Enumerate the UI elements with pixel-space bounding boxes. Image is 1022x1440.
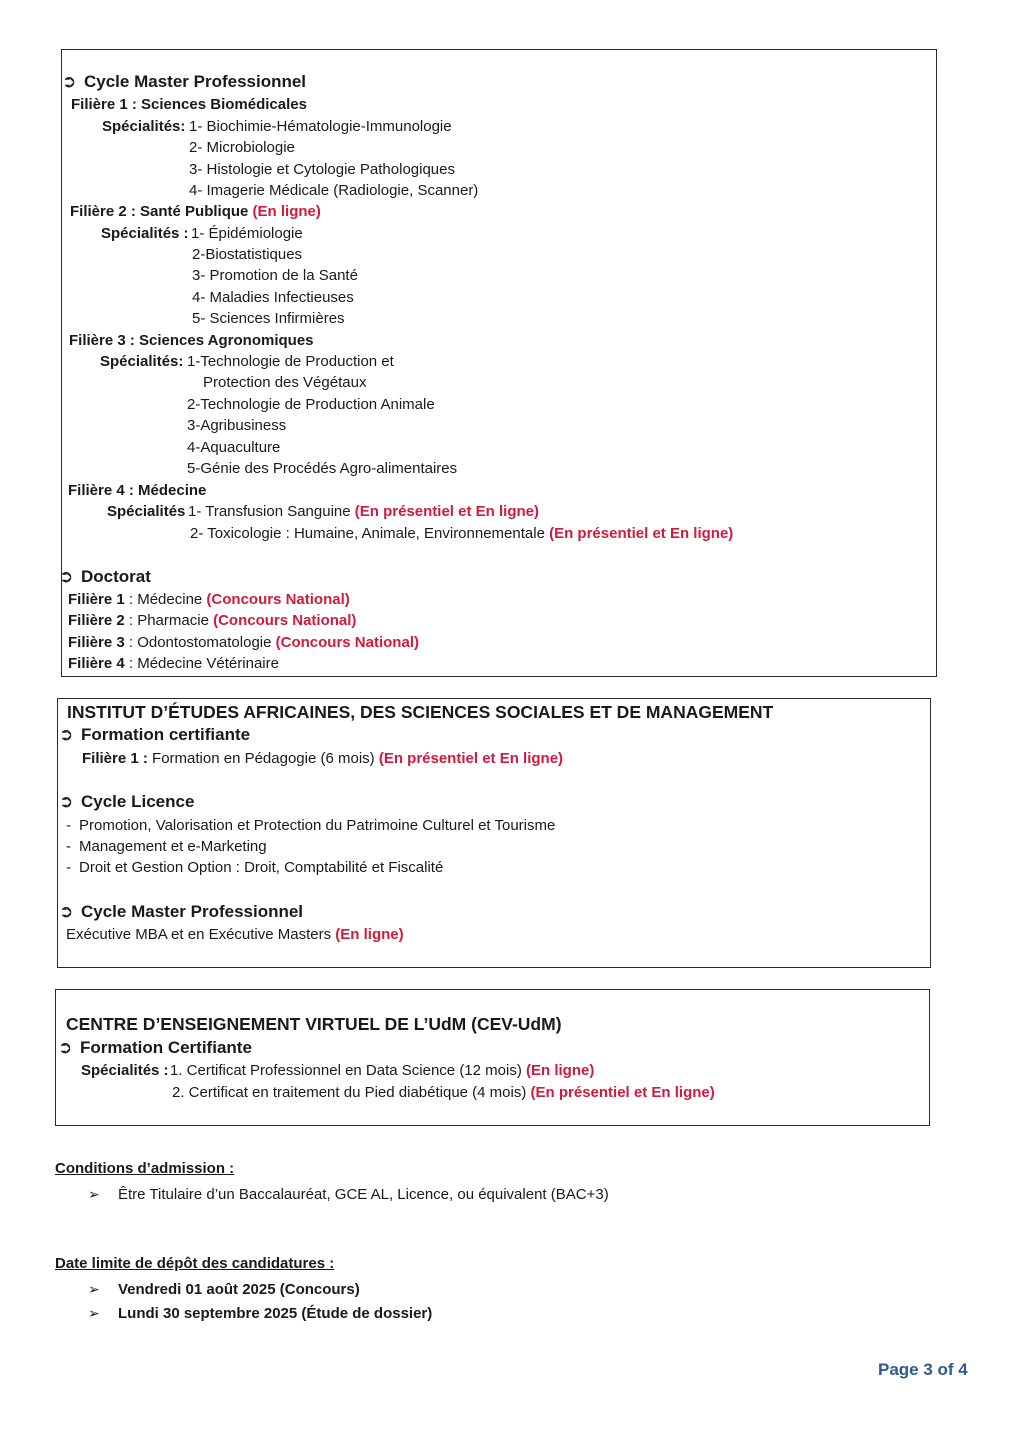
filiere-4-label: Filière 4 : Médecine xyxy=(68,482,207,499)
specialite-item: 5-Génie des Procédés Agro-alimentaires xyxy=(187,460,458,477)
mode-tag: (En présentiel et En ligne) xyxy=(354,503,539,520)
specialites-label: Spécialités: xyxy=(102,118,186,135)
specialite-item: 1- Biochimie-Hématologie-Immunologie xyxy=(189,118,452,135)
specialite-item: 2- Microbiologie xyxy=(189,139,295,156)
specialite-item: 1-Technologie de Production et xyxy=(187,353,394,370)
specialite-item: 2-Biostatistiques xyxy=(192,246,303,263)
licence-item: - Management et e-Marketing xyxy=(66,838,267,855)
specialites-label: Spécialités xyxy=(107,503,186,520)
online-tag: (En ligne) xyxy=(335,926,404,943)
admission-title: Conditions d’admission : xyxy=(55,1160,235,1177)
master-heading: ➲ Cycle Master Professionnel xyxy=(62,72,307,91)
page-number: Page 3 of 4 xyxy=(878,1360,968,1379)
online-tag: (En ligne) xyxy=(252,203,321,220)
doctorat-item: Filière 2 : Pharmacie (Concours National) xyxy=(68,612,357,629)
circle-arrow-icon: ➲ xyxy=(58,1038,73,1057)
formation-heading-2: ➲ Formation Certifiante xyxy=(58,1038,252,1057)
institute-title: INSTITUT D’ÉTUDES AFRICAINES, DES SCIENCES SOCIALES ET DE MANAGEMENT xyxy=(67,702,774,722)
specialite-item: 3- Promotion de la Santé xyxy=(192,267,358,284)
doctorat-heading: ➲ Doctorat xyxy=(59,567,151,586)
mode-tag: (Concours National) xyxy=(206,591,350,608)
licence-item: - Promotion, Valorisation et Protection du Patrimoine Culturel et Tourisme xyxy=(66,817,556,834)
formation-item: Filière 1 : Formation en Pédagogie (6 mois) (En présentiel et En ligne) xyxy=(82,750,564,767)
deadline-item: ➢ Lundi 30 septembre 2025 (Étude de dossier) xyxy=(88,1305,433,1322)
doctorat-item: Filière 3 : Odontostomatologie (Concours National) xyxy=(68,634,419,651)
specialite-item: 1- Épidémiologie xyxy=(191,225,303,242)
filiere-2-label: Filière 2 : Santé Publique (En ligne) xyxy=(70,203,321,220)
virtual-center-title: CENTRE D’ENSEIGNEMENT VIRTUEL DE L’UdM (CEV-UdM) xyxy=(66,1014,562,1034)
filiere-3-label: Filière 3 : Sciences Agronomiques xyxy=(69,332,314,349)
certificat-item: 1. Certificat Professionnel en Data Science (12 mois) (En ligne) xyxy=(170,1062,595,1079)
licence-heading: ➲ Cycle Licence xyxy=(59,792,195,811)
triangle-arrow-icon: ➢ xyxy=(88,1186,100,1202)
deadline-title: Date limite de dépôt des candidatures : xyxy=(55,1255,335,1272)
specialite-item: 3-Agribusiness xyxy=(187,417,287,434)
specialite-item: 5- Sciences Infirmières xyxy=(192,310,345,327)
specialite-item: 4- Maladies Infectieuses xyxy=(192,289,354,306)
master-heading-2: ➲ Cycle Master Professionnel xyxy=(59,902,304,921)
licence-item: - Droit et Gestion Option : Droit, Comptabilité et Fiscalité xyxy=(66,859,444,876)
master-item: Exécutive MBA et en Exécutive Masters (En ligne) xyxy=(66,926,404,943)
specialite-item: 2- Toxicologie : Humaine, Animale, Environnementale (En présentiel et En ligne) xyxy=(190,525,734,542)
circle-arrow-icon: ➲ xyxy=(59,902,74,921)
specialite-item: 2-Technologie de Production Animale xyxy=(187,396,435,413)
mode-tag: (Concours National) xyxy=(213,612,357,629)
filiere-1-label: Filière 1 : Sciences Biomédicales xyxy=(71,96,307,113)
mode-tag: (En présentiel et En ligne) xyxy=(378,750,564,767)
specialites-label: Spécialités: xyxy=(100,353,184,370)
doctorat-item: Filière 1 : Médecine (Concours National) xyxy=(68,591,350,608)
triangle-arrow-icon: ➢ xyxy=(88,1305,100,1321)
triangle-arrow-icon: ➢ xyxy=(88,1281,100,1297)
circle-arrow-icon: ➲ xyxy=(59,567,74,586)
specialite-item: 1- Transfusion Sanguine (En présentiel et En ligne) xyxy=(188,503,539,520)
formation-heading: ➲ Formation certifiante xyxy=(59,725,251,744)
mode-tag: (Concours National) xyxy=(275,634,419,651)
mode-tag: (En présentiel et En ligne) xyxy=(530,1084,715,1101)
admission-item: ➢ Être Titulaire d’un Baccalauréat, GCE AL, Licence, ou équivalent (BAC+3) xyxy=(88,1186,609,1203)
online-tag: (En ligne) xyxy=(526,1062,595,1079)
specialite-item: 3- Histologie et Cytologie Pathologiques xyxy=(189,161,455,178)
specialite-item: 4-Aquaculture xyxy=(187,439,281,456)
specialite-item: Protection des Végétaux xyxy=(203,374,367,391)
doctorat-item: Filière 4 : Médecine Vétérinaire xyxy=(68,655,279,672)
mode-tag: (En présentiel et En ligne) xyxy=(549,525,734,542)
circle-arrow-icon: ➲ xyxy=(59,725,74,744)
specialites-label: Spécialités : xyxy=(81,1062,169,1079)
certificat-item: 2. Certificat en traitement du Pied diabétique (4 mois) (En présentiel et En ligne) xyxy=(172,1084,715,1101)
deadline-item: ➢ Vendredi 01 août 2025 (Concours) xyxy=(88,1281,360,1298)
circle-arrow-icon: ➲ xyxy=(59,792,74,811)
specialite-item: 4- Imagerie Médicale (Radiologie, Scanner) xyxy=(189,182,479,199)
circle-arrow-icon: ➲ xyxy=(62,72,77,91)
specialites-label: Spécialités : xyxy=(101,225,189,242)
